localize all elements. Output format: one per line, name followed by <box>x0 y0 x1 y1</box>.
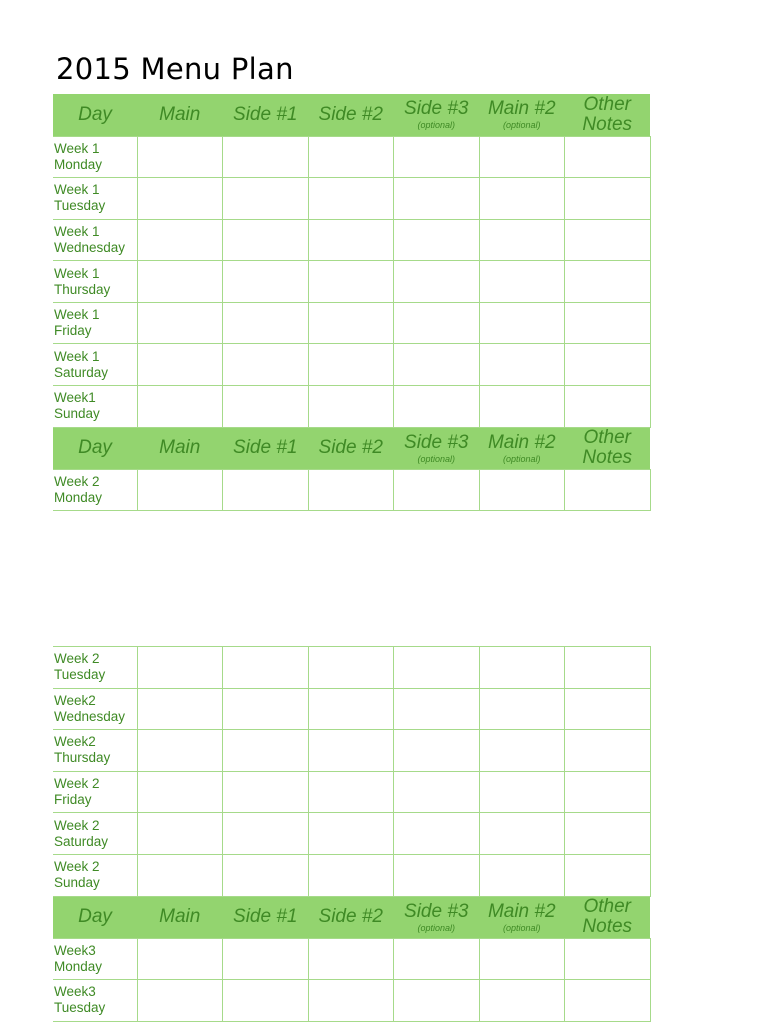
side3-cell[interactable] <box>394 344 480 386</box>
header-side1-label: Side #1 <box>233 437 298 459</box>
side2-cell[interactable] <box>308 178 394 220</box>
header-side1 <box>223 94 309 136</box>
side2-cell[interactable] <box>308 647 394 689</box>
table-row <box>53 647 650 689</box>
header-row <box>53 94 650 136</box>
side2-cell[interactable] <box>308 730 394 772</box>
other-notes-cell[interactable] <box>565 302 651 344</box>
main-cell[interactable] <box>137 344 223 386</box>
header-side3 <box>394 896 480 938</box>
main2-cell[interactable] <box>479 813 565 855</box>
day-cell <box>53 219 137 261</box>
main-cell[interactable] <box>137 730 223 772</box>
side2-cell[interactable] <box>308 386 394 428</box>
week-label: Week 1 <box>54 223 100 239</box>
side1-cell[interactable] <box>223 261 309 303</box>
weekday-label: Wednesday <box>54 239 126 255</box>
weekday-label: Tuesday <box>54 198 106 214</box>
header-day <box>53 94 137 136</box>
header-main2 <box>479 896 565 938</box>
other-notes-cell[interactable] <box>565 344 651 386</box>
day-cell <box>53 386 137 428</box>
main-cell[interactable] <box>137 938 223 980</box>
header-side1 <box>223 427 309 469</box>
header-day <box>53 427 137 469</box>
side1-cell[interactable] <box>223 469 309 511</box>
header-side3-label: (optional) <box>417 120 456 131</box>
side2-cell[interactable] <box>308 344 394 386</box>
weekday-label: Tuesday <box>54 667 106 683</box>
table-row <box>53 980 650 1022</box>
table-row <box>53 178 650 220</box>
week-label: Week3 <box>54 984 96 1000</box>
main2-cell[interactable] <box>479 771 565 813</box>
table-row <box>53 344 650 386</box>
weekday-label: Monday <box>54 156 103 172</box>
page-title: 2015 Menu Plan <box>56 52 294 86</box>
header-main-label: Main <box>159 437 201 459</box>
header-other-notes-label: Other <box>583 427 632 449</box>
header-side3 <box>394 94 480 136</box>
menu-table <box>53 94 651 511</box>
side3-cell[interactable] <box>394 938 480 980</box>
side2-cell[interactable] <box>308 771 394 813</box>
header-side3-label: (optional) <box>417 453 456 464</box>
side1-cell[interactable] <box>223 219 309 261</box>
main2-cell[interactable] <box>479 688 565 730</box>
other-notes-cell[interactable] <box>565 386 651 428</box>
side2-cell[interactable] <box>308 261 394 303</box>
other-notes-cell[interactable] <box>565 261 651 303</box>
header-day <box>53 896 137 938</box>
header-side3-label: Side #3 <box>404 98 469 120</box>
main-cell[interactable] <box>137 386 223 428</box>
side2-cell[interactable] <box>308 938 394 980</box>
header-side2-label: Side #2 <box>318 103 383 125</box>
week2-section <box>53 646 650 1022</box>
main2-cell[interactable] <box>479 302 565 344</box>
main-cell[interactable] <box>137 219 223 261</box>
weekday-label: Sunday <box>54 875 100 891</box>
header-row <box>53 427 650 469</box>
day-cell <box>53 771 137 813</box>
header-day-label: Day <box>78 906 112 928</box>
table-row <box>53 302 650 344</box>
header-side1 <box>223 896 309 938</box>
header-main2-label: Main #2 <box>487 98 556 120</box>
side2-cell[interactable] <box>308 854 394 896</box>
side3-cell[interactable] <box>394 219 480 261</box>
side3-cell[interactable] <box>394 980 480 1022</box>
other-notes-cell[interactable] <box>565 136 651 178</box>
weekday-label: Monday <box>54 958 103 974</box>
day-cell <box>53 302 137 344</box>
side1-cell[interactable] <box>223 688 309 730</box>
side3-cell[interactable] <box>394 854 480 896</box>
table-row <box>53 938 650 980</box>
table-row <box>53 854 650 896</box>
side3-cell[interactable] <box>394 178 480 220</box>
side1-cell[interactable] <box>223 386 309 428</box>
main2-cell[interactable] <box>479 469 565 511</box>
other-notes-cell[interactable] <box>565 219 651 261</box>
main2-cell[interactable] <box>479 261 565 303</box>
side3-cell[interactable] <box>394 647 480 689</box>
header-other-notes <box>565 94 651 136</box>
side2-cell[interactable] <box>308 219 394 261</box>
side3-cell[interactable] <box>394 386 480 428</box>
header-day-label: Day <box>78 103 112 125</box>
header-main <box>137 94 223 136</box>
side1-cell[interactable] <box>223 647 309 689</box>
header-side1-label: Side #1 <box>233 906 298 928</box>
header-side2-label: Side #2 <box>318 906 383 928</box>
week-label: Week 1 <box>54 140 100 156</box>
weekday-label: Saturday <box>54 364 109 380</box>
side1-cell[interactable] <box>223 730 309 772</box>
main2-cell[interactable] <box>479 854 565 896</box>
main2-cell[interactable] <box>479 980 565 1022</box>
other-notes-cell[interactable] <box>565 771 651 813</box>
day-cell <box>53 854 137 896</box>
week-label: Week 1 <box>54 348 100 364</box>
day-cell <box>53 647 137 689</box>
header-side2-label: Side #2 <box>318 437 383 459</box>
header-main2-label: (optional) <box>502 120 541 131</box>
table-row <box>53 730 650 772</box>
header-side2 <box>308 427 394 469</box>
day-cell <box>53 980 137 1022</box>
side1-cell[interactable] <box>223 938 309 980</box>
day-cell <box>53 136 137 178</box>
weekday-label: Friday <box>54 323 92 339</box>
week-label: Week 1 <box>54 182 100 198</box>
table-row <box>53 261 650 303</box>
main2-cell[interactable] <box>479 647 565 689</box>
header-main2-label: (optional) <box>502 453 541 464</box>
main-cell[interactable] <box>137 647 223 689</box>
side2-cell[interactable] <box>308 688 394 730</box>
week-label: Week 1 <box>54 307 100 323</box>
table-row <box>53 469 650 511</box>
header-day-label: Day <box>78 437 112 459</box>
main-cell[interactable] <box>137 980 223 1022</box>
table-row <box>53 219 650 261</box>
day-cell <box>53 730 137 772</box>
header-side3-label: (optional) <box>417 922 456 933</box>
header-main-label: Main <box>159 906 201 928</box>
header-side2 <box>308 94 394 136</box>
other-notes-cell[interactable] <box>565 938 651 980</box>
weekday-label: Friday <box>54 792 92 808</box>
table-row <box>53 813 650 855</box>
week-label: Week 2 <box>54 859 100 875</box>
header-main2-label: (optional) <box>502 922 541 933</box>
side2-cell[interactable] <box>308 302 394 344</box>
week-label: Week 2 <box>54 651 100 667</box>
weekday-label: Monday <box>54 489 103 505</box>
side3-cell[interactable] <box>394 302 480 344</box>
side2-cell[interactable] <box>308 469 394 511</box>
header-other-notes-label: Notes <box>582 113 633 135</box>
table-row <box>53 136 650 178</box>
week-label: Week2 <box>54 734 96 750</box>
side3-cell[interactable] <box>394 469 480 511</box>
side1-cell[interactable] <box>223 980 309 1022</box>
header-side3-label: Side #3 <box>404 431 469 453</box>
header-other-notes-label: Other <box>583 896 632 918</box>
header-main2-label: Main #2 <box>487 431 556 453</box>
week-label: Week 2 <box>54 817 100 833</box>
side2-cell[interactable] <box>308 980 394 1022</box>
week-label: Week3 <box>54 942 96 958</box>
header-row <box>53 896 650 938</box>
side3-cell[interactable] <box>394 261 480 303</box>
side2-cell[interactable] <box>308 136 394 178</box>
header-main <box>137 896 223 938</box>
header-main2-label: Main #2 <box>487 900 556 922</box>
main-cell[interactable] <box>137 688 223 730</box>
side1-cell[interactable] <box>223 771 309 813</box>
header-other-notes-label: Notes <box>582 916 633 938</box>
side3-cell[interactable] <box>394 688 480 730</box>
main-cell[interactable] <box>137 469 223 511</box>
main-cell[interactable] <box>137 136 223 178</box>
main-cell[interactable] <box>137 771 223 813</box>
main2-cell[interactable] <box>479 730 565 772</box>
side3-cell[interactable] <box>394 813 480 855</box>
header-main2 <box>479 94 565 136</box>
main2-cell[interactable] <box>479 938 565 980</box>
main-cell[interactable] <box>137 178 223 220</box>
header-side3-label: Side #3 <box>404 900 469 922</box>
week-label: Week2 <box>54 692 96 708</box>
side2-cell[interactable] <box>308 813 394 855</box>
side1-cell[interactable] <box>223 344 309 386</box>
week-label: Week 2 <box>54 473 100 489</box>
header-other-notes <box>565 427 651 469</box>
header-side3 <box>394 427 480 469</box>
day-cell <box>53 178 137 220</box>
day-cell <box>53 688 137 730</box>
main-cell[interactable] <box>137 302 223 344</box>
week1-section <box>53 94 650 511</box>
week-label: Week 1 <box>54 265 100 281</box>
weekday-label: Thursday <box>54 750 111 766</box>
table-row <box>53 386 650 428</box>
day-cell <box>53 261 137 303</box>
side3-cell[interactable] <box>394 771 480 813</box>
main-cell[interactable] <box>137 261 223 303</box>
day-cell <box>53 813 137 855</box>
side1-cell[interactable] <box>223 854 309 896</box>
main2-cell[interactable] <box>479 178 565 220</box>
other-notes-cell[interactable] <box>565 469 651 511</box>
other-notes-cell[interactable] <box>565 688 651 730</box>
other-notes-cell[interactable] <box>565 178 651 220</box>
table-row <box>53 688 650 730</box>
week-label: Week1 <box>54 390 96 406</box>
weekday-label: Saturday <box>54 833 109 849</box>
main2-cell[interactable] <box>479 344 565 386</box>
header-main2 <box>479 427 565 469</box>
other-notes-cell[interactable] <box>565 813 651 855</box>
header-other-notes-label: Notes <box>582 447 633 469</box>
header-side2 <box>308 896 394 938</box>
other-notes-cell[interactable] <box>565 854 651 896</box>
day-cell <box>53 938 137 980</box>
side3-cell[interactable] <box>394 730 480 772</box>
side1-cell[interactable] <box>223 178 309 220</box>
weekday-label: Tuesday <box>54 1000 106 1016</box>
side1-cell[interactable] <box>223 302 309 344</box>
header-main-label: Main <box>159 103 201 125</box>
header-main <box>137 427 223 469</box>
other-notes-cell[interactable] <box>565 730 651 772</box>
main2-cell[interactable] <box>479 136 565 178</box>
side3-cell[interactable] <box>394 136 480 178</box>
week-label: Week 2 <box>54 776 100 792</box>
weekday-label: Sunday <box>54 406 100 422</box>
main2-cell[interactable] <box>479 219 565 261</box>
table-row <box>53 771 650 813</box>
side1-cell[interactable] <box>223 813 309 855</box>
header-other-notes <box>565 896 651 938</box>
header-side1-label: Side #1 <box>233 103 298 125</box>
other-notes-cell[interactable] <box>565 647 651 689</box>
day-cell <box>53 344 137 386</box>
main-cell[interactable] <box>137 854 223 896</box>
weekday-label: Thursday <box>54 281 111 297</box>
day-cell <box>53 469 137 511</box>
weekday-label: Wednesday <box>54 708 126 724</box>
main-cell[interactable] <box>137 813 223 855</box>
menu-table <box>53 646 651 1022</box>
header-other-notes-label: Other <box>583 93 632 115</box>
main2-cell[interactable] <box>479 386 565 428</box>
other-notes-cell[interactable] <box>565 980 651 1022</box>
side1-cell[interactable] <box>223 136 309 178</box>
